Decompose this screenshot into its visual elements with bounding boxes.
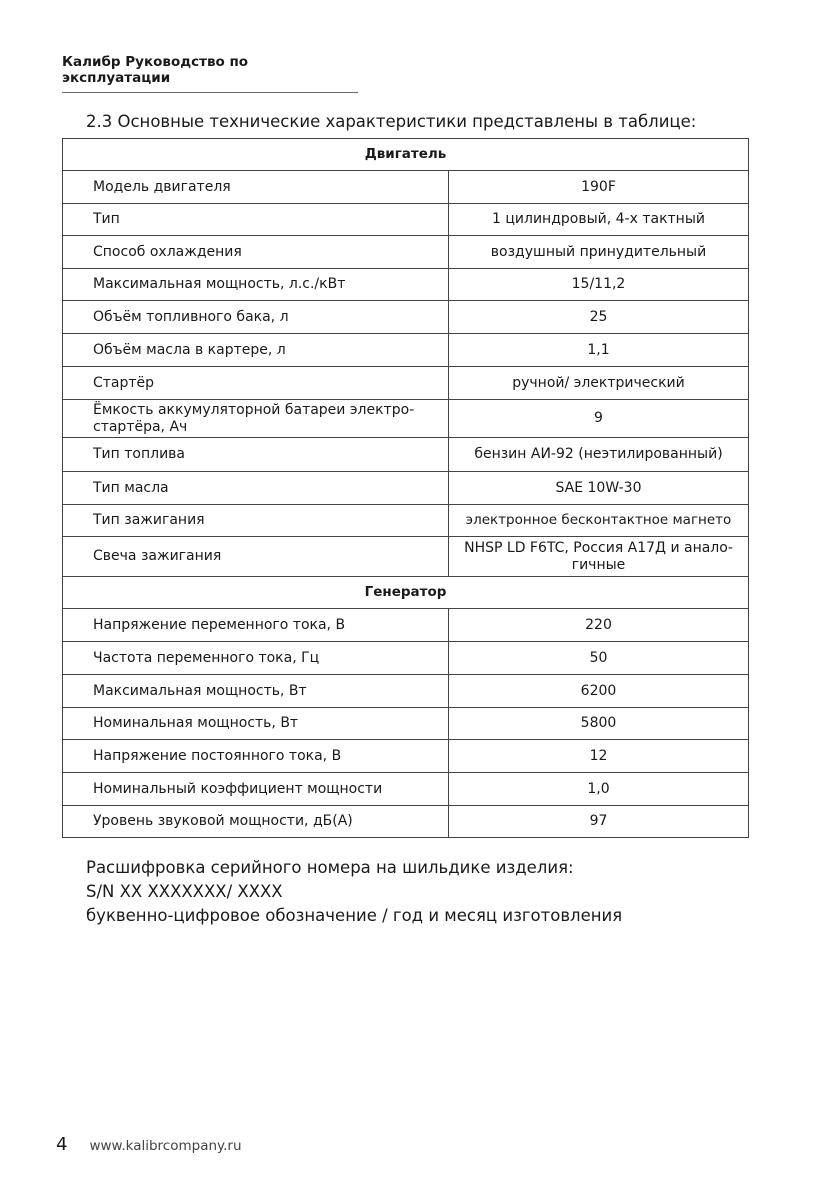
row-label: Объём топливного бака, л <box>63 301 449 334</box>
table-row <box>63 806 749 838</box>
row-value: 9 <box>449 400 749 438</box>
row-value: 12 <box>449 740 749 773</box>
row-label: Модель двигателя <box>63 171 449 204</box>
row-label: Максимальная мощность, Вт <box>63 675 449 708</box>
row-value: 1,0 <box>449 773 749 806</box>
page-footer <box>56 1134 242 1155</box>
row-value: SAE 10W-30 <box>449 472 749 505</box>
row-value: ручной/ электрический <box>449 367 749 400</box>
table-row <box>63 505 749 537</box>
table-row <box>63 642 749 675</box>
page-number: 4 <box>56 1134 68 1155</box>
row-value: 15/11,2 <box>449 269 749 301</box>
table-row <box>63 438 749 472</box>
table-row <box>63 609 749 642</box>
section-intro: 2.3 Основные технические характеристики представлены в таблице: <box>86 112 697 131</box>
row-label: Тип <box>63 204 449 236</box>
row-label: Напряжение постоянного тока, В <box>63 740 449 773</box>
row-label: Стартёр <box>63 367 449 400</box>
row-value: 220 <box>449 609 749 642</box>
table-row <box>63 236 749 269</box>
table-row <box>63 708 749 740</box>
row-value: воздушный принудительный <box>449 236 749 269</box>
row-value: 1 цилиндровый, 4-х тактный <box>449 204 749 236</box>
row-label: Объём масла в картере, л <box>63 334 449 367</box>
row-label: Номинальная мощность, Вт <box>63 708 449 740</box>
row-label: Тип топлива <box>63 438 449 472</box>
section-header-generator: Генератор <box>63 577 749 609</box>
row-value: 1,1 <box>449 334 749 367</box>
table-row <box>63 537 749 577</box>
row-value: NHSP LD F6TC, Россия А17Д и анало-гичные <box>449 537 749 577</box>
row-label: Напряжение переменного тока, В <box>63 609 449 642</box>
row-value: 190F <box>449 171 749 204</box>
table-row <box>63 675 749 708</box>
table-row <box>63 400 749 438</box>
table-row <box>63 740 749 773</box>
serial-format: S/N XX XXXXXXX/ XXXX <box>86 882 283 901</box>
serial-description: буквенно-цифровое обозначение / год и месяц изготовления <box>86 906 623 925</box>
table-row <box>63 334 749 367</box>
row-value: электронное бесконтактное магнето <box>449 505 749 537</box>
table-row <box>63 472 749 505</box>
row-value: 25 <box>449 301 749 334</box>
row-label: Частота переменного тока, Гц <box>63 642 449 675</box>
row-label: Номинальный коэффициент мощности <box>63 773 449 806</box>
row-label: Способ охлаждения <box>63 236 449 269</box>
row-value: 50 <box>449 642 749 675</box>
specifications-table <box>62 138 749 838</box>
serial-number-explanation <box>86 856 622 928</box>
table-row <box>63 171 749 204</box>
row-label: Ёмкость аккумуляторной батареи электро-стартёра, Ач <box>63 400 449 438</box>
row-label: Тип масла <box>63 472 449 505</box>
table-section-row <box>63 577 749 609</box>
row-label: Свеча зажигания <box>63 537 449 577</box>
row-value: 97 <box>449 806 749 838</box>
serial-title: Расшифровка серийного номера на шильдике изделия: <box>86 858 574 877</box>
row-label: Максимальная мощность, л.с./кВт <box>63 269 449 301</box>
table-row <box>63 773 749 806</box>
table-section-row <box>63 139 749 171</box>
table-row <box>63 301 749 334</box>
row-label: Тип зажигания <box>63 505 449 537</box>
row-label: Уровень звуковой мощности, дБ(А) <box>63 806 449 838</box>
row-value: 6200 <box>449 675 749 708</box>
document-header: Калибр Руководство по эксплуатации <box>62 54 358 93</box>
website-link[interactable]: www.kalibrcompany.ru <box>89 1138 242 1154</box>
table-row <box>63 367 749 400</box>
table-row <box>63 204 749 236</box>
row-value: 5800 <box>449 708 749 740</box>
table-row <box>63 269 749 301</box>
section-header-engine: Двигатель <box>63 139 749 171</box>
row-value: бензин АИ-92 (неэтилированный) <box>449 438 749 472</box>
